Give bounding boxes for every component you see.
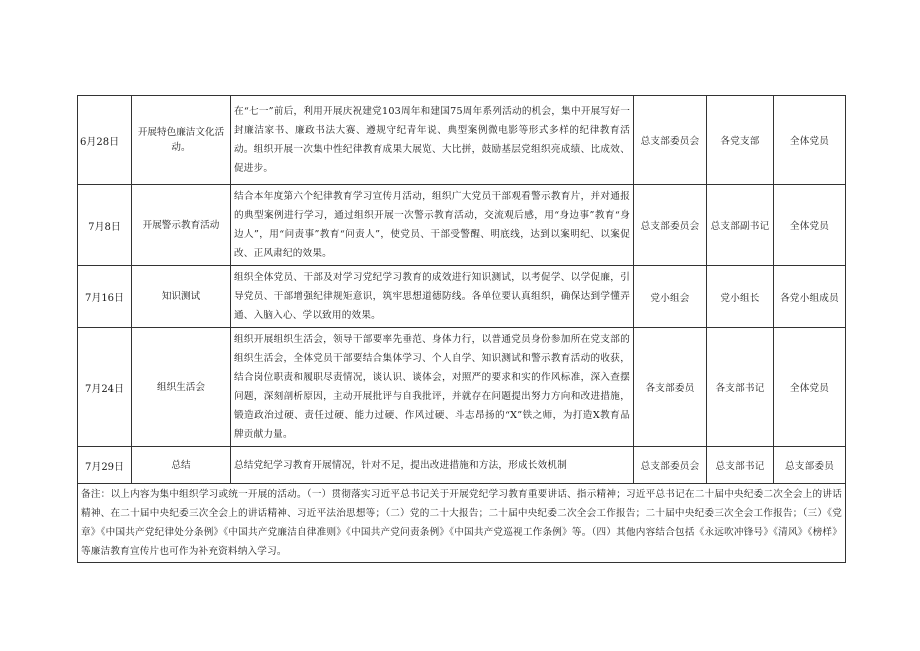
row-participants: 全体党员 <box>774 328 846 447</box>
notes-text: 备注：以上内容为集中组织学习或统一开展的活动。（一）贯彻落实习近平总书记关于开展党纪学习教育重要讲话、指示精神；习近平总书记在二十届中央纪委二次全会上的讲话精神、在二十届中央纪委三次全会上的讲话精神、习近平法治思想等；（二）党的二十大报告；二十届中央纪委二次全会工作报告；二十届中央纪委三次全会工作报告；（三）《党章》《中国共产党纪律处分条例》《中国共产党廉洁自律准则》《中国共产党问责条例》《中国共产党巡视工作条例》等。（四）其他内容结合包括《永远吹冲锋号》《清风》《榜样》等廉洁教育宣传片也可作为补充资料纳入学习。 <box>78 484 846 563</box>
row-activity-content: 在“七一”前后，利用开展庆祝建党103周年和建国75周年系列活动的机会，集中开展写好一封廉洁家书、廉政书法大赛、遵规守纪青年说、典型案例微电影等形式多样的纪律教育活动。组织开展一次集中性纪律教育成果大展览、大比拼，鼓励基层党组织亮成绩、比成效、促进步。 <box>231 96 634 185</box>
row-activity-content: 组织全体党员、干部及对学习党纪学习教育的成效进行知识测试，以考促学、以学促廉，引导党员、干部增强纪律规矩意识，筑牢思想道德防线。各单位要认真组织，确保达到学懂弄通、入脑入心、学以致用的效果。 <box>231 266 634 328</box>
row-lead-body: 总支部委员会 <box>634 447 707 484</box>
row-activity-title: 开展警示教育活动 <box>132 185 231 266</box>
row-activity-title: 知识测试 <box>132 266 231 328</box>
row-activity-content: 结合本年度第六个纪律教育学习宣传月活动，组织广大党员干部观看警示教育片，并对通报的典型案例进行学习，通过组织开展一次警示教育活动，交流观后感，用“身边事”教育“身边人”，用“问责事”教育“问责人”，使党员、干部受警醒、明底线，达到以案明纪、以案促改、正风肃纪的效果。 <box>231 185 634 266</box>
row-activity-content: 总结党纪学习教育开展情况，针对不足，提出改进措施和方法，形成长效机制 <box>231 447 634 484</box>
row-activity-title: 总结 <box>132 447 231 484</box>
row-responsible: 各党支部 <box>707 96 774 185</box>
row-lead-body: 各支部委员 <box>634 328 707 447</box>
row-responsible: 总支部副书记 <box>707 185 774 266</box>
row-date: 7月16日 <box>78 266 132 328</box>
row-responsible: 各支部书记 <box>707 328 774 447</box>
table-row <box>78 185 846 266</box>
row-date: 7月24日 <box>78 328 132 447</box>
row-activity-title: 组织生活会 <box>132 328 231 447</box>
row-activity-title: 开展特色廉洁文化活动。 <box>132 96 231 185</box>
row-responsible: 总支部书记 <box>707 447 774 484</box>
notes-row <box>78 484 846 563</box>
row-date: 6月28日 <box>78 96 132 185</box>
row-participants: 总支部委员 <box>774 447 846 484</box>
table-row <box>78 447 846 484</box>
row-activity-content: 组织开展组织生活会，领导干部要率先垂范、身体力行，以普通党员身份参加所在党支部的组织生活会，全体党员干部要结合集体学习、个人自学、知识测试和警示教育活动的收获，结合岗位职责和履职尽责情况，谈认识、谈体会，对照严的要求和实的作风标准，深入查摆问题，深刻剖析原因，主动开展批评与自我批评，并就存在问题提出努力方向和改进措施，锻造政治过硬、责任过硬、能力过硬、作风过硬、斗志昂扬的“X”铁之师，为打造X教育品牌贡献力量。 <box>231 328 634 447</box>
row-lead-body: 党小组会 <box>634 266 707 328</box>
table-row <box>78 96 846 185</box>
row-date: 7月8日 <box>78 185 132 266</box>
row-participants: 全体党员 <box>774 96 846 185</box>
row-participants: 全体党员 <box>774 185 846 266</box>
activity-schedule-table <box>77 95 846 563</box>
row-lead-body: 总支部委员会 <box>634 185 707 266</box>
row-lead-body: 总支部委员会 <box>634 96 707 185</box>
table-row <box>78 328 846 447</box>
table-row <box>78 266 846 328</box>
row-participants: 各党小组成员 <box>774 266 846 328</box>
row-responsible: 党小组长 <box>707 266 774 328</box>
row-date: 7月29日 <box>78 447 132 484</box>
